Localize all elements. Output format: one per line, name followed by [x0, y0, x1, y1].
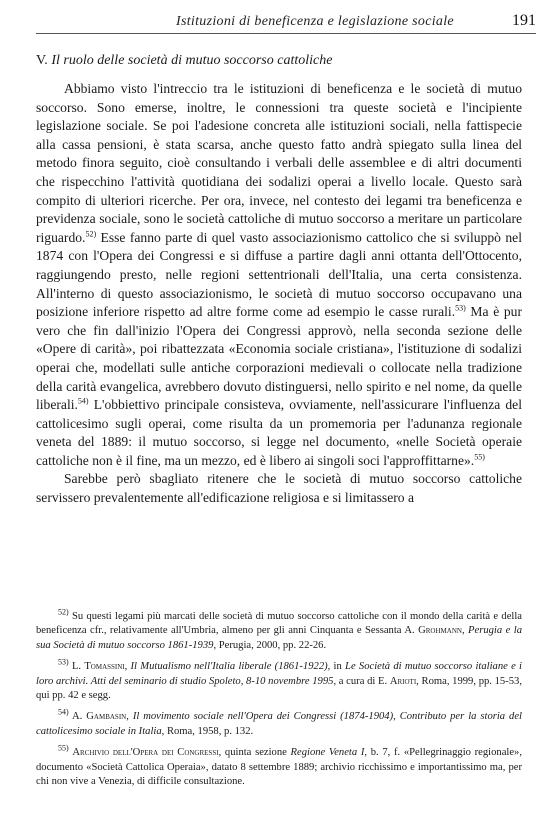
footnote-title: Il movimento sociale nell'Opera dei Congressi (1874-1904), Contributo per la storia del cattolicesimo sociale in Italia	[36, 711, 522, 737]
page-number: 191	[512, 12, 536, 29]
running-head: Istituzioni di beneficenza e legislazione sociale	[176, 14, 454, 29]
footnote-52	[36, 607, 522, 653]
section-title: Il ruolo delle società di mutuo soccorso cattoliche	[51, 53, 333, 68]
paragraph-text: Esse fanno parte di quel vasto associazionismo cattolico che si sviluppò nel 1874 con l'Opera dei Congressi e si diffuse a partire dagli anni ottanta dell'Ottocento, raggiungendo presto, nelle regioni settentrionali dell'Italia, una certa consistenza. All'interno di questo associazionismo, le società di mutuo soccorso occupavano una posizione inferiore rispetto ad altre forme come ad esempio le casse rurali.	[36, 229, 522, 320]
footnote-author: Arioti	[389, 675, 417, 687]
footnote-text: , in	[327, 661, 346, 673]
footnote-title: Le Società di mutuo soccorso italiane e i loro archivi. Atti del seminario di studio Spoleto, 8-10 novembre 1995	[36, 661, 522, 687]
section-number: V.	[36, 53, 48, 68]
footnote-53	[36, 657, 522, 703]
footnote-text: L.	[71, 661, 85, 673]
footnote-number: 53)	[58, 657, 69, 667]
footnote-title: Il Mutualismo nell'Italia liberale (1861-1922)	[130, 661, 328, 673]
footnote-text: , Roma, 1999, pp. 15-53, qui pp. 42 e segg.	[36, 675, 522, 702]
footnote-text: , b. 7, f. «Pellegrinaggio regionale», documento «Società Cattolica Operaia», datato 8 settembre 1889; archivio ricchissimo e importantissimo ma, per chi non vive a Venezia, di difficile consultazione.	[36, 747, 522, 788]
footnote-ref-55[interactable]: 55)	[474, 452, 485, 462]
page-header	[36, 10, 536, 34]
footnote-54	[36, 707, 522, 739]
footnote-text: Su questi legami più marcati delle società di mutuo soccorso cattoliche con il mondo della carità e della beneficenza cfr., relativamente all'Umbria, almeno per gli anni Cinquanta e Sessanta A.	[36, 611, 522, 637]
footnote-title: Regione Veneta I	[290, 747, 365, 759]
body-text	[36, 80, 522, 508]
footnote-ref-54[interactable]: 54)	[77, 396, 89, 406]
footnote-text: ,	[124, 661, 131, 673]
paragraph-1	[36, 80, 522, 470]
footnote-text: , quinta sezione	[218, 747, 291, 759]
footnote-ref-53[interactable]: 53)	[455, 303, 466, 313]
footnote-author: Archivio dell'Opera dei Congressi	[72, 747, 219, 759]
footnote-author: Grohmann	[418, 625, 462, 637]
footnote-author: Gambasin	[86, 711, 127, 723]
footnote-number: 54)	[58, 707, 69, 717]
footnote-number: 55)	[58, 743, 69, 753]
footnote-55	[36, 743, 522, 789]
footnote-title: Perugia e la sua Società di mutuo soccorso 1861-1939	[36, 625, 522, 651]
footnote-text: , Roma, 1958, p. 132.	[161, 725, 254, 737]
paragraph-text: Ma è pur vero che fin dall'inizio l'Opera dei Congressi approvò, nella seconda sezione delle «Opere di carità», poi ribattezzata «Economia sociale cristiana», l'istituzione di sodalizi operai che, modellati sulle antiche corporazioni medievali o collocate nella tradizione della carità evangelica, avrebbero dovuto distinguersi, nello spirito e nel nome, da quelle liberali.	[36, 304, 522, 413]
footnote-number: 52)	[58, 607, 69, 617]
footnote-author: Tomassini	[84, 661, 125, 673]
footnote-text: , Perugia, 2000, pp. 22-26.	[213, 639, 327, 651]
section-heading	[36, 53, 332, 69]
footnote-ref-52[interactable]: 52)	[85, 229, 97, 239]
footnote-text: ,	[461, 625, 469, 637]
footnote-text: ,	[126, 711, 133, 723]
footnotes	[36, 607, 522, 796]
header-rule	[36, 33, 536, 34]
paragraph-text: L'obbiettivo principale consisteva, ovviamente, nell'assicurare l'influenza del cattolicesimo sugli operai, come risulta da un promemoria per l'adunanza regionale veneta del 1889: il mutuo soccorso, si legge nel documento, «nelle Società operaie cattoliche non è il fine, ma un mezzo, ed è libero ai singoli soci l'approffittarne».	[36, 397, 522, 468]
footnote-text: A.	[72, 711, 87, 723]
paragraph-text: Abbiamo visto l'intreccio tra le istituzioni di beneficenza e le società di mutuo soccorso. Sono emerse, inoltre, le connessioni tra queste società e l'incipiente legislazione sociale. Se poi l'adesione concreta alle istituzioni sociali, nella fattispecie alla cassa pensioni, è stata scarsa, anche questo fatto andrà spiegato sulla linea del metodo finora seguito, cioè consultando i verbali delle assemblee e di altri documenti che rispecchino l'attività quotidiana dei sodalizi operai a livello locale. Questo sarà compito di ulteriori ricerche. Per ora, invece, nel contesto dei legami tra beneficenza e previdenza sociale, sono le società cattoliche di mutuo soccorso a meritare un particolare riguardo.	[36, 81, 522, 245]
paragraph-2: Sarebbe però sbagliato ritenere che le società di mutuo soccorso cattoliche servissero prevalentemente all'edificazione religiosa e si limitassero a	[36, 471, 522, 506]
footnote-text: , a cura di E.	[333, 675, 390, 687]
